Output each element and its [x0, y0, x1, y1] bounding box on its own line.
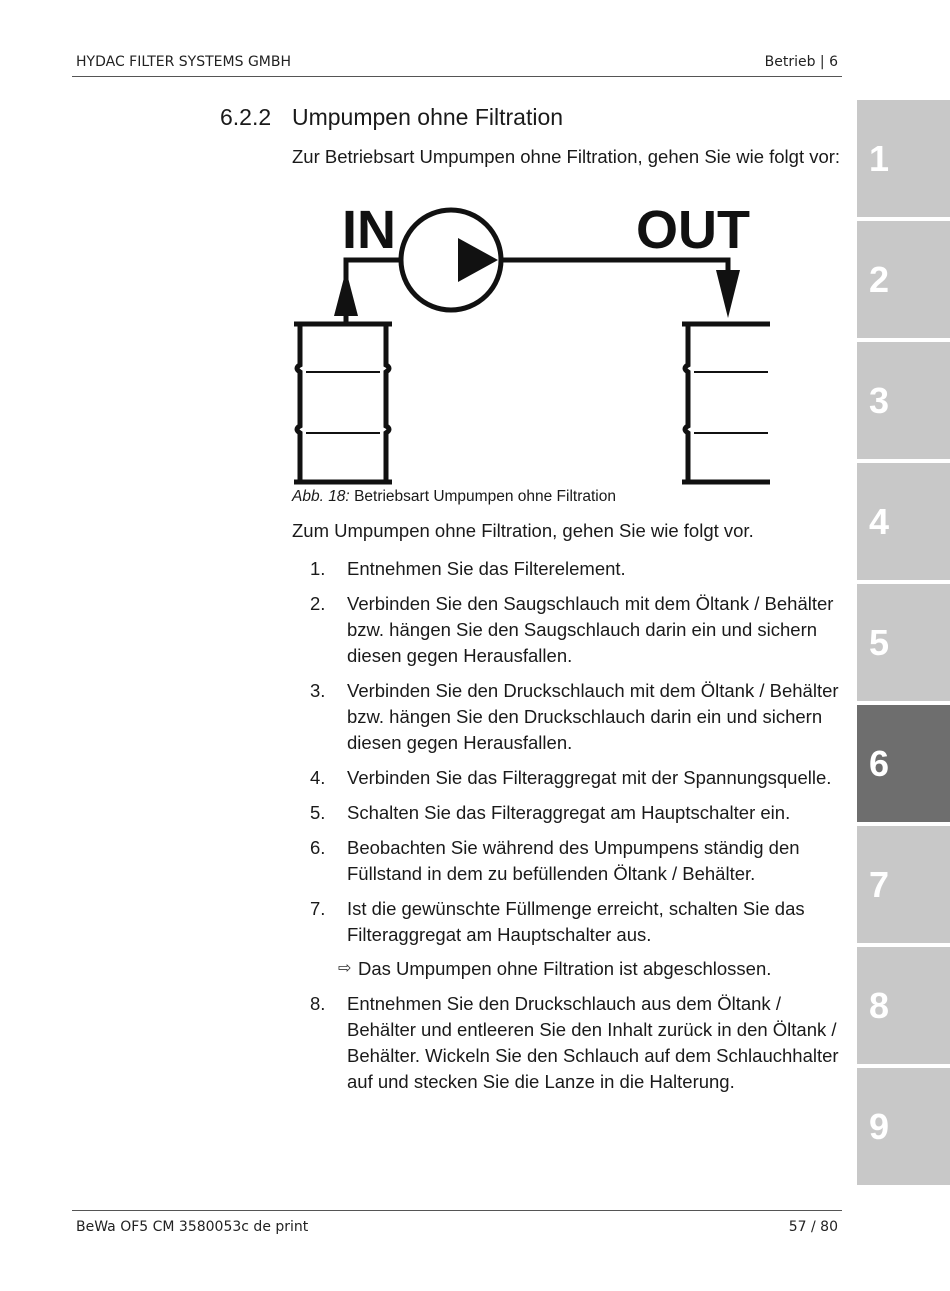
chapter-tabs	[857, 100, 950, 1189]
chapter-tab-3[interactable]: 3	[857, 342, 950, 459]
source-barrel	[294, 324, 392, 482]
suction-arrow-icon	[334, 270, 358, 316]
list-item	[310, 835, 840, 887]
list-item	[310, 591, 840, 669]
header-company: HYDAC FILTER SYSTEMS GMBH	[76, 54, 291, 70]
chapter-tab-5[interactable]: 5	[857, 584, 950, 701]
step-result	[338, 956, 840, 982]
step-text: Verbinden Sie den Saugschlauch mit dem Öltank / Behälter bzw. hängen Sie den Saugschlauch darin ein und sichern diesen gegen Herausfallen.	[347, 593, 834, 666]
list-item	[310, 896, 840, 948]
list-item	[310, 678, 840, 756]
pressure-arrow-icon	[716, 270, 740, 318]
procedure-steps	[310, 556, 840, 1104]
result-arrow-icon: ⇨	[338, 960, 352, 977]
header-chapter: Betrieb | 6	[764, 54, 838, 70]
list-item	[310, 765, 840, 791]
footer-divider	[72, 1210, 842, 1211]
step-text: Entnehmen Sie den Druckschlauch aus dem Öltank / Behälter und entleeren Sie den Inhalt zurück in den Öltank / Behälter. Wickeln Sie den Schlauch auf dem Schlauchhalter auf und stecken Sie die Lanze in die Halterung.	[347, 993, 839, 1092]
list-item	[310, 800, 840, 826]
target-barrel	[682, 324, 770, 482]
step-text: Ist die gewünschte Füllmenge erreicht, schalten Sie das Filteraggregat am Hauptschalter aus.	[347, 898, 805, 945]
step-text: Verbinden Sie das Filteraggregat mit der Spannungsquelle.	[347, 767, 832, 788]
procedure-lead: Zum Umpumpen ohne Filtration, gehen Sie wie folgt vor.	[292, 520, 754, 541]
caption-text: Betriebsart Umpumpen ohne Filtration	[354, 488, 616, 505]
pump-play-icon	[458, 238, 498, 282]
list-item	[310, 991, 840, 1095]
footer-doc-id: BeWa OF5 CM 3580053c de print	[76, 1219, 309, 1235]
step-text: Schalten Sie das Filteraggregat am Hauptschalter ein.	[347, 802, 791, 823]
step-number: 6.	[310, 837, 326, 858]
section-title: Umpumpen ohne Filtration	[292, 104, 564, 130]
step-number: 2.	[310, 593, 326, 614]
caption-ref: Abb. 18:	[292, 488, 350, 505]
pump-diagram	[290, 200, 770, 490]
step-number: 1.	[310, 558, 326, 579]
step-number: 4.	[310, 767, 326, 788]
label-out: OUT	[636, 200, 750, 260]
footer-page-number: 57 / 80	[788, 1219, 838, 1235]
chapter-tab-2[interactable]: 2	[857, 221, 950, 338]
section-number: 6.2.2	[220, 104, 272, 130]
chapter-tab-8[interactable]: 8	[857, 947, 950, 1064]
section-intro: Zur Betriebsart Umpumpen ohne Filtration, gehen Sie wie folgt vor:	[292, 146, 841, 167]
step-number: 8.	[310, 993, 326, 1014]
pressure-line	[501, 260, 728, 270]
figure-caption	[292, 488, 616, 506]
step-number: 3.	[310, 680, 326, 701]
step-text: Beobachten Sie während des Umpumpens ständig den Füllstand in dem zu befüllenden Öltank / Behälter.	[347, 837, 800, 884]
chapter-tab-9[interactable]: 9	[857, 1068, 950, 1185]
step-number: 5.	[310, 802, 326, 823]
chapter-tab-6[interactable]: 6	[857, 705, 950, 822]
step-text: Entnehmen Sie das Filterelement.	[347, 558, 626, 579]
header-divider	[72, 76, 842, 77]
chapter-tab-7[interactable]: 7	[857, 826, 950, 943]
step-text: Verbinden Sie den Druckschlauch mit dem Öltank / Behälter bzw. hängen Sie den Druckschlauch darin ein und sichern diesen gegen Herausfallen.	[347, 680, 839, 753]
result-text: Das Umpumpen ohne Filtration ist abgeschlossen.	[358, 958, 772, 979]
chapter-tab-4[interactable]: 4	[857, 463, 950, 580]
label-in: IN	[342, 200, 396, 260]
chapter-tab-1[interactable]: 1	[857, 100, 950, 217]
step-number: 7.	[310, 898, 326, 919]
list-item	[310, 556, 840, 582]
